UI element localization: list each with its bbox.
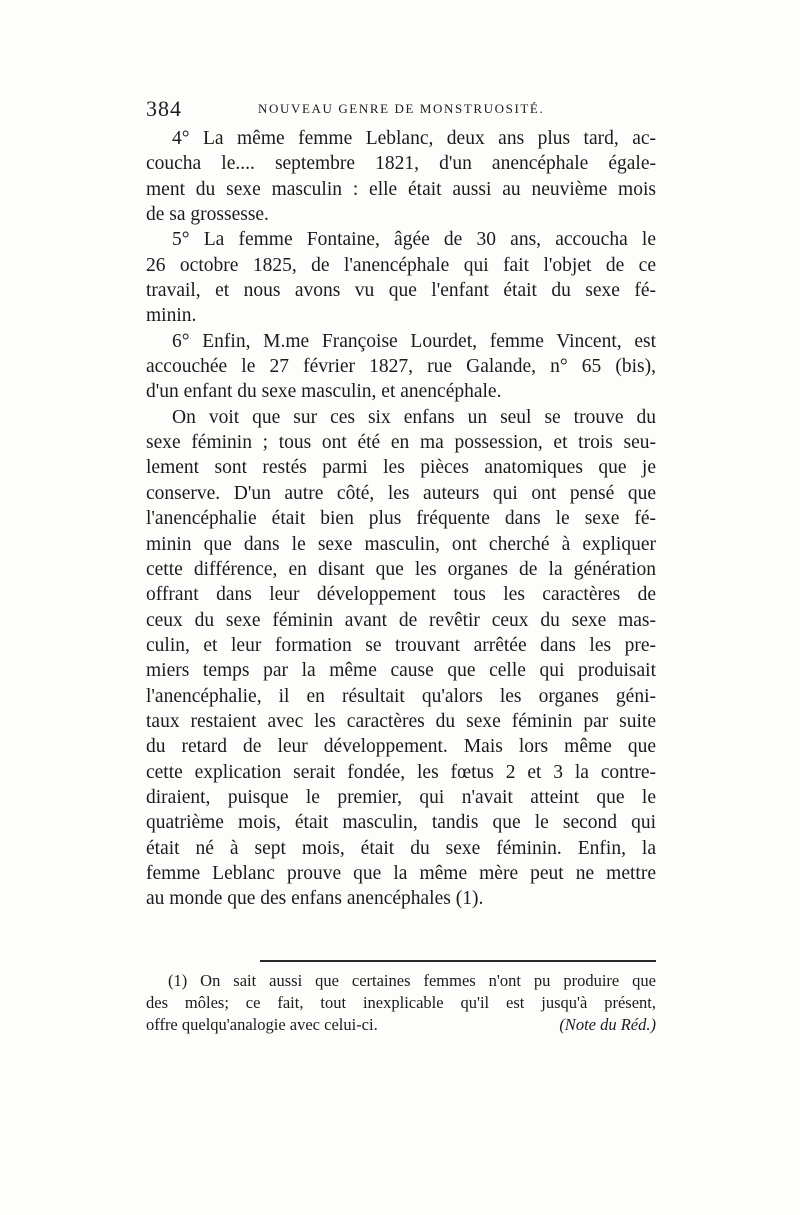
text-line: taux restaient avec les caractères du sexe féminin par suite — [146, 710, 656, 732]
running-title: NOUVEAU GENRE DE MONSTRUOSITÉ. — [258, 101, 545, 116]
text-line: minin que dans le sexe masculin, ont cherché à expliquer — [146, 533, 656, 555]
text-line: accouchée le 27 février 1827, rue Galande, n° 65 (bis), — [146, 356, 656, 378]
footnote-text: offre quelqu'analogie avec celui-ci. — [146, 1015, 378, 1034]
text-line: 4° La même femme Leblanc, deux ans plus tard, ac- — [172, 128, 656, 149]
text-line: de sa grossesse. — [146, 204, 269, 226]
text-line: cette explication serait fondée, les fœtus 2 et 3 la contre- — [146, 761, 656, 783]
text-line: femme Leblanc prouve que la même mère peut ne mettre — [146, 862, 656, 884]
text-line: culin, et leur formation se trouvant arrêtée dans les pre- — [146, 634, 656, 656]
footnote-line-last — [146, 1014, 656, 1036]
text-line: offrant dans leur développement tous les caractères de — [146, 584, 656, 606]
text-line: conserve. D'un autre côté, les auteurs qui ont pensé que — [146, 482, 656, 504]
footnote-line: (1) On sait aussi que certaines femmes n'ont pu produire que — [168, 971, 656, 990]
text-line: était né à sept mois, était du sexe féminin. Enfin, la — [146, 837, 656, 859]
footnote-rule — [260, 960, 656, 962]
text-line: minin. — [146, 305, 197, 327]
text-line: d'un enfant du sexe masculin, et anencéphale. — [146, 381, 502, 403]
text-line: l'anencéphalie, il en résultait qu'alors les organes géni- — [146, 685, 656, 707]
text-line: 26 octobre 1825, de l'anencéphale qui fait l'objet de ce — [146, 254, 656, 276]
text-line: ment du sexe masculin : elle était aussi au neuvième mois — [146, 178, 656, 200]
text-line: miers temps par la même cause que celle qui produisait — [146, 660, 656, 682]
text-line: coucha le.... septembre 1821, d'un anencéphale égale- — [146, 153, 656, 175]
text-line: 5° La femme Fontaine, âgée de 30 ans, accoucha le — [172, 229, 656, 251]
footnote-credit: (Note du Réd.) — [559, 1015, 656, 1034]
footnote — [146, 970, 656, 1036]
text-line: lement sont restés parmi les pièces anatomiques que je — [146, 457, 656, 479]
text-line: On voit que sur ces six enfans un seul se trouve du — [172, 406, 656, 428]
text-line: cette différence, en disant que les organes de la génération — [146, 558, 656, 580]
text-line: ceux du sexe féminin avant de revêtir ceux du sexe mas- — [146, 609, 656, 631]
text-line: sexe féminin ; tous ont été en ma possession, et trois seu- — [146, 432, 656, 454]
page-header — [146, 96, 656, 122]
body-text — [146, 126, 656, 912]
footnote-line: des môles; ce fait, tout inexplicable qu'il est jusqu'à présent, — [146, 993, 656, 1012]
text-line: 6° Enfin, M.me Françoise Lourdet, femme Vincent, est — [172, 330, 656, 352]
text-line: l'anencéphalie était bien plus fréquente dans le sexe fé- — [146, 508, 656, 530]
text-line: travail, et nous avons vu que l'enfant était du sexe fé- — [146, 280, 656, 302]
text-line: au monde que des enfans anencéphales (1). — [146, 888, 484, 910]
page-number: 384 — [146, 96, 182, 121]
text-line: diraient, puisque le premier, qui n'avait atteint que le — [146, 786, 656, 808]
text-line: quatrième mois, était masculin, tandis que le second qui — [146, 812, 656, 834]
text-line: du retard de leur développement. Mais lors même que — [146, 736, 656, 758]
